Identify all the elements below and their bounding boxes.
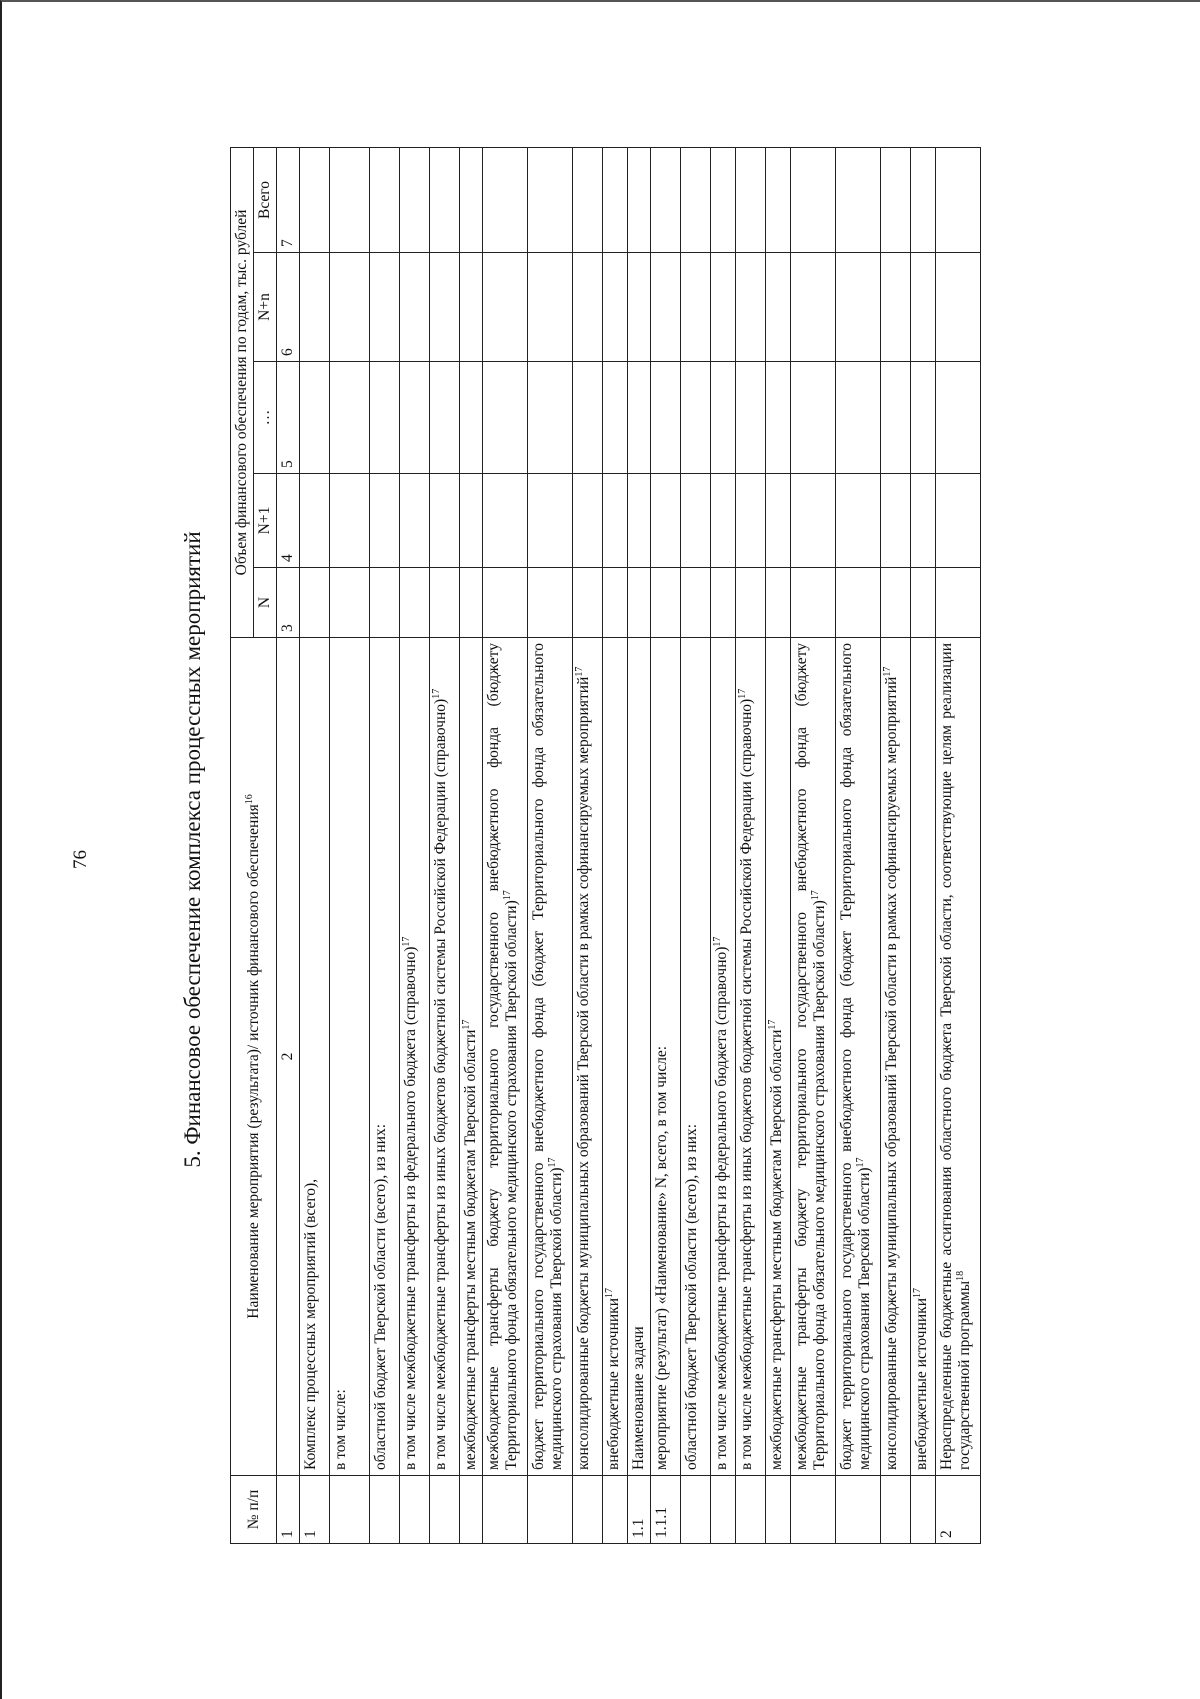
amount-cell	[430, 147, 460, 252]
table-row	[936, 147, 981, 1543]
row-name-text: межбюджетные трансферты местным бюджетам Тверской области	[462, 1029, 479, 1470]
footnote-ref: 17	[430, 688, 442, 699]
row-name-text: в том числе межбюджетные трансферты из федерального бюджета (справочно)	[713, 946, 730, 1470]
header-year-n: N	[254, 568, 277, 638]
amount-cell	[736, 568, 766, 638]
col-number: 3	[277, 568, 300, 638]
row-number: 1	[300, 1476, 330, 1544]
footnote-ref: 17	[460, 1019, 472, 1030]
table-row	[736, 147, 766, 1543]
amount-cell	[400, 474, 430, 568]
row-name-text: внебюджетные источники	[605, 1298, 622, 1470]
footnote-ref: 17	[911, 1288, 923, 1299]
amount-cell	[766, 253, 791, 362]
amount-cell	[881, 362, 911, 474]
row-number	[460, 1476, 483, 1544]
amount-cell	[711, 474, 736, 568]
footnote-ref: 17	[603, 1288, 615, 1299]
table-row	[628, 147, 651, 1543]
row-name	[573, 638, 603, 1476]
amount-cell	[651, 147, 681, 252]
row-name-text: консолидированные бюджеты муниципальных образований Тверской области в рамках софинансируемых мероприятий	[883, 676, 900, 1470]
col-number: 6	[277, 253, 300, 362]
amount-cell	[400, 568, 430, 638]
amount-cell	[370, 362, 400, 474]
row-number: 1.1	[628, 1476, 651, 1544]
row-name-text: внебюджетные источники	[913, 1298, 930, 1470]
amount-cell	[628, 362, 651, 474]
amount-cell	[300, 474, 330, 568]
table-row	[603, 147, 628, 1543]
header-year-ellipsis: …	[254, 362, 277, 474]
row-number	[528, 1476, 573, 1544]
amount-cell	[603, 474, 628, 568]
row-name	[766, 638, 791, 1476]
amount-cell	[603, 362, 628, 474]
row-name	[711, 638, 736, 1476]
header-year-n1: N+1	[254, 474, 277, 568]
table-row	[330, 147, 370, 1543]
amount-cell	[911, 568, 936, 638]
row-name-text: в том числе межбюджетные трансферты из иных бюджетов бюджетной системы Российской Федерации (справочно)	[738, 698, 755, 1470]
amount-cell	[836, 362, 881, 474]
table-row	[766, 147, 791, 1543]
financing-table	[230, 147, 981, 1544]
table-row	[400, 147, 430, 1543]
header-name: Наименование мероприятия (результата)/ источник финансового обеспечения$^{16}$	[231, 638, 277, 1476]
amount-cell	[651, 474, 681, 568]
document-title: 5. Финансовое обеспечение комплекса процессных мероприятий	[180, 531, 205, 1168]
amount-cell	[300, 253, 330, 362]
row-name	[603, 638, 628, 1476]
amount-cell	[528, 474, 573, 568]
table-row	[791, 147, 836, 1543]
amount-cell	[791, 474, 836, 568]
header-volume: Объем финансового обеспечения по годам, тыс. рублей	[231, 147, 254, 637]
amount-cell	[791, 568, 836, 638]
amount-cell	[711, 253, 736, 362]
amount-cell	[483, 568, 528, 638]
row-name-text: в том числе межбюджетные трансферты из иных бюджетов бюджетной системы Российской Федерации (справочно)	[432, 698, 449, 1470]
table-row	[460, 147, 483, 1543]
amount-cell	[836, 147, 881, 252]
table-row	[430, 147, 460, 1543]
table-row	[651, 147, 681, 1543]
amount-cell	[911, 253, 936, 362]
amount-cell	[936, 362, 981, 474]
header-year-nn: N+n	[254, 253, 277, 362]
header-total: Всего	[254, 147, 277, 252]
amount-cell	[766, 147, 791, 252]
amount-cell	[881, 568, 911, 638]
row-name-text: бюджет территориального государственного внебюджетного фонда (бюджет Территориального фонда обязательного медицинского страхования Тверской области)	[530, 643, 565, 1470]
col-number: 4	[277, 474, 300, 568]
row-number	[573, 1476, 603, 1544]
footnote-ref: 17	[546, 1157, 558, 1168]
row-number: 1.1.1	[651, 1476, 681, 1544]
row-name-text: областной бюджет Тверской области (всего), из них:	[372, 1123, 389, 1470]
row-name	[651, 638, 681, 1476]
amount-cell	[628, 147, 651, 252]
amount-cell	[430, 568, 460, 638]
row-number	[791, 1476, 836, 1544]
amount-cell	[881, 147, 911, 252]
row-name	[430, 638, 460, 1476]
amount-cell	[791, 362, 836, 474]
table-row	[483, 147, 528, 1543]
footnote-ref: 17	[501, 890, 513, 901]
row-name-text: в том числе:	[332, 1389, 349, 1470]
table-row	[528, 147, 573, 1543]
row-name	[791, 638, 836, 1476]
row-name	[400, 638, 430, 1476]
amount-cell	[330, 362, 370, 474]
amount-cell	[681, 474, 711, 568]
amount-cell	[681, 253, 711, 362]
amount-cell	[460, 253, 483, 362]
row-name	[881, 638, 911, 1476]
amount-cell	[573, 147, 603, 252]
row-number	[881, 1476, 911, 1544]
row-name-text: Комплекс процессных мероприятий (всего),	[302, 1178, 319, 1470]
amount-cell	[628, 474, 651, 568]
amount-cell	[330, 253, 370, 362]
amount-cell	[460, 147, 483, 252]
amount-cell	[711, 362, 736, 474]
table-row	[911, 147, 936, 1543]
col-number: 5	[277, 362, 300, 474]
row-number	[711, 1476, 736, 1544]
table-row	[881, 147, 911, 1543]
amount-cell	[483, 362, 528, 474]
amount-cell	[911, 362, 936, 474]
col-number: 2	[277, 638, 300, 1476]
amount-cell	[483, 474, 528, 568]
amount-cell	[430, 474, 460, 568]
amount-cell	[430, 253, 460, 362]
row-name	[370, 638, 400, 1476]
table-row	[370, 147, 400, 1543]
row-name-text: мероприятие (результат) «Наименование» N, всего, в том числе:	[653, 1045, 670, 1470]
amount-cell	[736, 147, 766, 252]
amount-cell	[370, 147, 400, 252]
amount-cell	[651, 253, 681, 362]
amount-cell	[370, 474, 400, 568]
amount-cell	[603, 253, 628, 362]
row-number	[681, 1476, 711, 1544]
row-name-text: межбюджетные трансферты бюджету территориального государственного внебюджетного фонда (бюджету Территориального фонда обязательного медицинского страхования Тверской области)	[793, 643, 828, 1470]
footnote-ref: 18	[954, 1270, 966, 1281]
amount-cell	[300, 362, 330, 474]
amount-cell	[573, 474, 603, 568]
row-name-text: в том числе межбюджетные трансферты из федерального бюджета (справочно)	[402, 946, 419, 1470]
row-number: 2	[936, 1476, 981, 1544]
row-name-text: консолидированные бюджеты муниципальных образований Тверской области в рамках софинансируемых мероприятий	[575, 676, 592, 1470]
table-row	[836, 147, 881, 1543]
amount-cell	[766, 362, 791, 474]
row-number	[911, 1476, 936, 1544]
amount-cell	[603, 147, 628, 252]
page-number: 76	[70, 850, 91, 869]
amount-cell	[791, 253, 836, 362]
amount-cell	[528, 253, 573, 362]
amount-cell	[460, 568, 483, 638]
row-name	[936, 638, 981, 1476]
row-number	[330, 1476, 370, 1544]
footnote-ref: 17	[573, 666, 585, 677]
amount-cell	[766, 474, 791, 568]
row-name	[300, 638, 330, 1476]
col-number: 7	[277, 147, 300, 252]
table-row	[681, 147, 711, 1543]
amount-cell	[711, 568, 736, 638]
row-number	[400, 1476, 430, 1544]
table-row	[300, 147, 330, 1543]
amount-cell	[528, 147, 573, 252]
amount-cell	[330, 568, 370, 638]
amount-cell	[573, 253, 603, 362]
amount-cell	[681, 362, 711, 474]
amount-cell	[330, 147, 370, 252]
row-number	[766, 1476, 791, 1544]
amount-cell	[651, 362, 681, 474]
amount-cell	[573, 362, 603, 474]
row-name	[681, 638, 711, 1476]
footnote-ref: 17	[766, 1019, 778, 1030]
amount-cell	[711, 147, 736, 252]
table-row	[711, 147, 736, 1543]
amount-cell	[836, 253, 881, 362]
row-name-text: Наименование задачи	[630, 1326, 647, 1470]
amount-cell	[400, 147, 430, 252]
row-name	[628, 638, 651, 1476]
row-name-text: Нераспределенные бюджетные ассигнования областного бюджета Тверской области, соответствующие целям реализации государственной программы	[938, 643, 973, 1470]
footnote-ref: 17	[736, 688, 748, 699]
amount-cell	[528, 568, 573, 638]
row-name	[460, 638, 483, 1476]
amount-cell	[936, 568, 981, 638]
amount-cell	[736, 474, 766, 568]
table-row	[573, 147, 603, 1543]
row-number	[836, 1476, 881, 1544]
amount-cell	[766, 568, 791, 638]
amount-cell	[836, 474, 881, 568]
row-number	[736, 1476, 766, 1544]
amount-cell	[573, 568, 603, 638]
footnote-ref: 17	[854, 1157, 866, 1168]
row-name-text: бюджет территориального государственного внебюджетного фонда (бюджет Территориального фонда обязательного медицинского страхования Тверской области)	[838, 643, 873, 1470]
amount-cell	[651, 568, 681, 638]
amount-cell	[370, 568, 400, 638]
row-name-text: областной бюджет Тверской области (всего), из них:	[683, 1123, 700, 1470]
row-number	[483, 1476, 528, 1544]
amount-cell	[881, 474, 911, 568]
amount-cell	[300, 147, 330, 252]
row-name	[836, 638, 881, 1476]
amount-cell	[370, 253, 400, 362]
row-name	[528, 638, 573, 1476]
amount-cell	[483, 147, 528, 252]
amount-cell	[836, 568, 881, 638]
amount-cell	[628, 568, 651, 638]
footnote-ref: 17	[881, 666, 893, 677]
row-name-text: межбюджетные трансферты бюджету территориального государственного внебюджетного фонда (бюджету Территориального фонда обязательного медицинского страхования Тверской области)	[485, 643, 520, 1470]
amount-cell	[483, 253, 528, 362]
row-name	[483, 638, 528, 1476]
amount-cell	[460, 474, 483, 568]
amount-cell	[736, 253, 766, 362]
amount-cell	[330, 474, 370, 568]
footnote-ref: 17	[809, 890, 821, 901]
row-name	[911, 638, 936, 1476]
row-name	[736, 638, 766, 1476]
col-number: 1	[277, 1476, 300, 1544]
amount-cell	[430, 362, 460, 474]
row-number	[603, 1476, 628, 1544]
amount-cell	[736, 362, 766, 474]
amount-cell	[400, 253, 430, 362]
header-no: № п/п	[231, 1476, 277, 1544]
amount-cell	[936, 253, 981, 362]
footnote-ref: 17	[711, 936, 723, 947]
amount-cell	[628, 253, 651, 362]
amount-cell	[911, 147, 936, 252]
amount-cell	[911, 474, 936, 568]
row-name	[330, 638, 370, 1476]
amount-cell	[528, 362, 573, 474]
amount-cell	[603, 568, 628, 638]
amount-cell	[681, 568, 711, 638]
amount-cell	[300, 568, 330, 638]
amount-cell	[791, 147, 836, 252]
amount-cell	[681, 147, 711, 252]
row-name-text: межбюджетные трансферты местным бюджетам Тверской области	[768, 1029, 785, 1470]
row-number	[430, 1476, 460, 1544]
row-number	[370, 1476, 400, 1544]
footnote-ref: 17	[400, 936, 412, 947]
amount-cell	[400, 362, 430, 474]
amount-cell	[460, 362, 483, 474]
amount-cell	[936, 474, 981, 568]
amount-cell	[936, 147, 981, 252]
amount-cell	[881, 253, 911, 362]
